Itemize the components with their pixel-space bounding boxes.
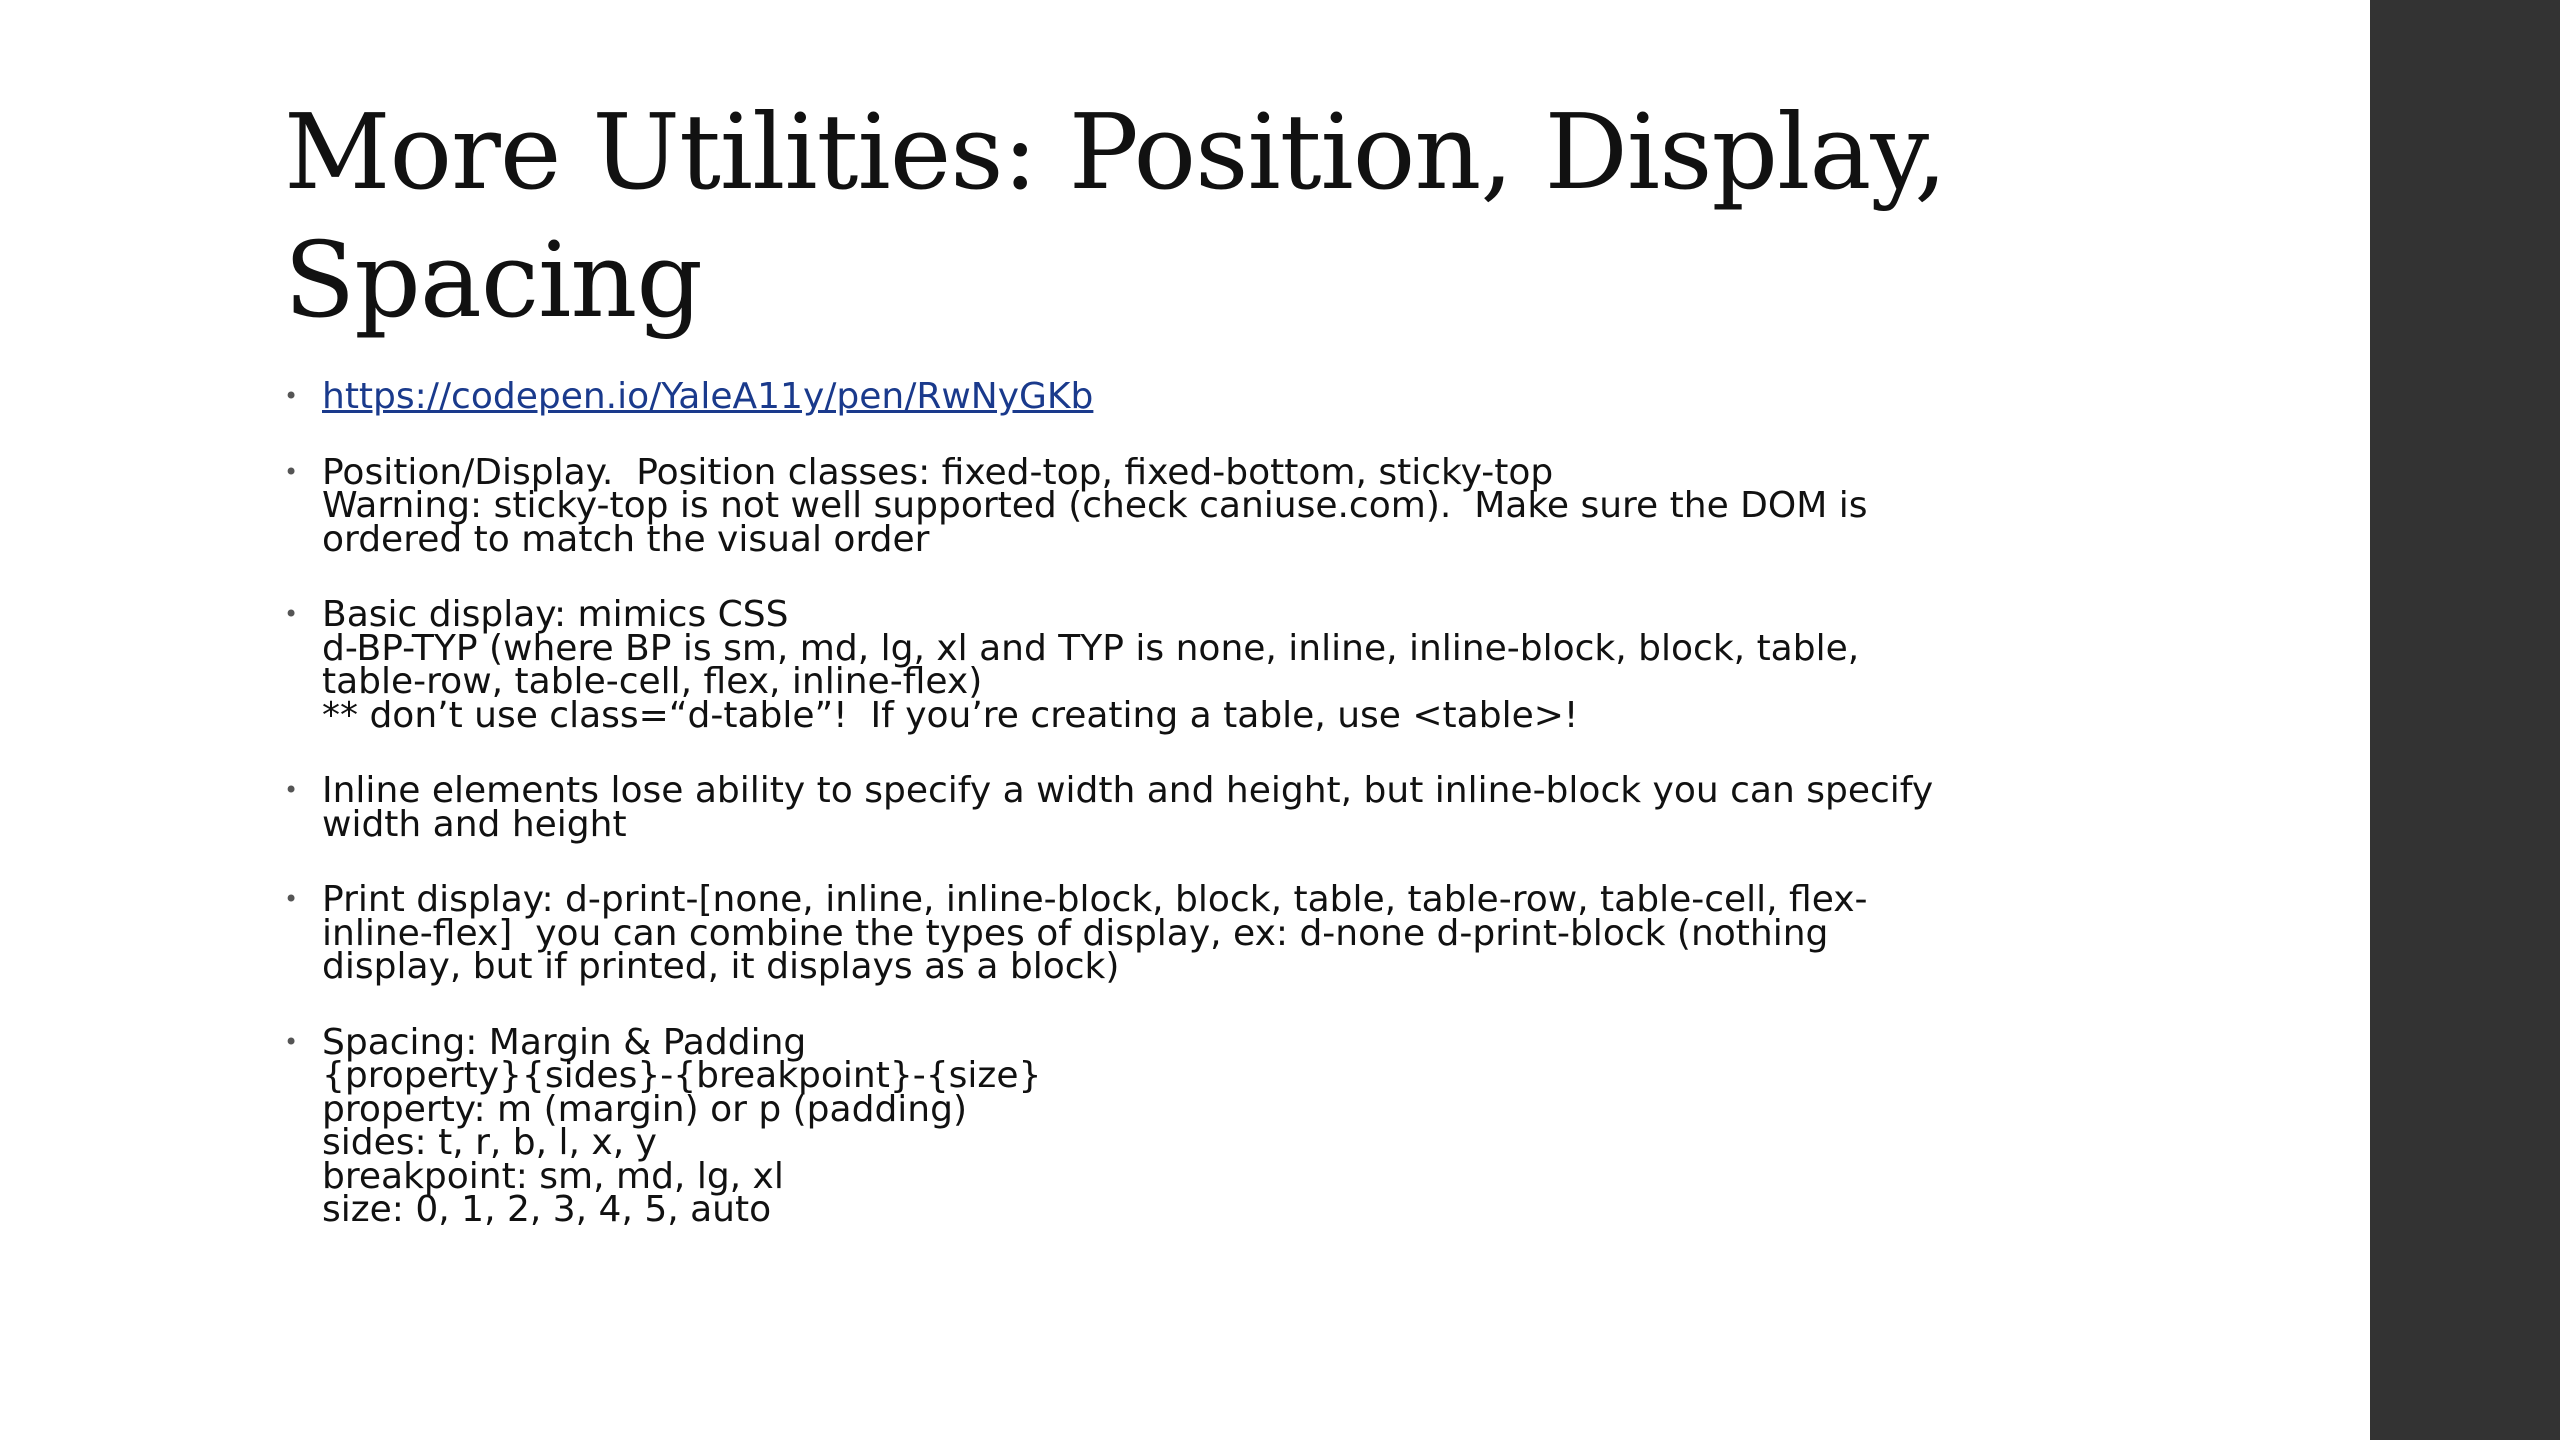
bullet-line: display, but if printed, it displays as a block) (322, 946, 1120, 987)
bullet-line: breakpoint: sm, md, lg, xl (322, 1155, 784, 1197)
bullet-line: size: 0, 1, 2, 3, 4, 5, auto (322, 1189, 772, 1230)
bullet-item-link (284, 376, 2264, 417)
bullet-line: ordered to match the visual order (322, 518, 930, 560)
bullet-line: {property}{sides}-{breakpoint}-{size} (322, 1055, 1042, 1096)
bullet-line: Position/Display. Position classes: fixed-top, fixed-bottom, sticky-top (322, 451, 1554, 493)
bullet-line: inline-flex] you can combine the types of display, ex: d-none d-print-block (nothing (322, 912, 1829, 954)
bullet-dot-icon: • (284, 600, 299, 628)
bullet-line: Basic display: mimics CSS (322, 594, 789, 635)
side-bar (2370, 0, 2560, 1440)
bullet-dot-icon: • (284, 885, 299, 913)
bullet-line: property: m (margin) or p (padding) (322, 1088, 968, 1130)
slide-title: More Utilities: Position, Display, Spacing (284, 91, 1947, 341)
bullet-line: Inline elements lose ability to specify a width and height, but inline-block you can specify (322, 770, 1934, 811)
bullet-dot-icon: • (284, 1027, 299, 1056)
bullet-item-position (284, 451, 2264, 560)
bullet-item-basic-display (284, 594, 2264, 736)
bullet-item-print-display (284, 879, 2264, 987)
bullet-line: Warning: sticky-top is not well supported (check caniuse.com). Make sure the DOM is (322, 485, 1868, 526)
bullet-line: Spacing: Margin & Padding (322, 1021, 807, 1063)
bullet-line: width and height (322, 803, 627, 845)
slide-body (284, 376, 2264, 1269)
codepen-link[interactable]: https://codepen.io/YaleA11y/pen/RwNyGKb (322, 376, 1094, 417)
bullet-line: ** don’t use class=“d-table”! If you’re creating a table, use <table>! (322, 694, 1579, 736)
bullet-line: sides: t, r, b, l, x, y (322, 1122, 657, 1163)
bullet-item-spacing (284, 1021, 2264, 1230)
bullet-line: Print display: d-print-[none, inline, inline-block, block, table, table-row, table-cell, flex- (322, 879, 1868, 920)
bullet-dot-icon: • (284, 776, 299, 804)
bullet-line: table-row, table-cell, flex, inline-flex) (322, 661, 983, 702)
bullet-item-inline (284, 770, 2264, 845)
bullet-line: d-BP-TYP (where BP is sm, md, lg, xl and TYP is none, inline, inline-block, block, table, (322, 627, 1860, 669)
bullet-dot-icon: • (284, 382, 299, 410)
bullet-dot-icon: • (284, 457, 299, 486)
